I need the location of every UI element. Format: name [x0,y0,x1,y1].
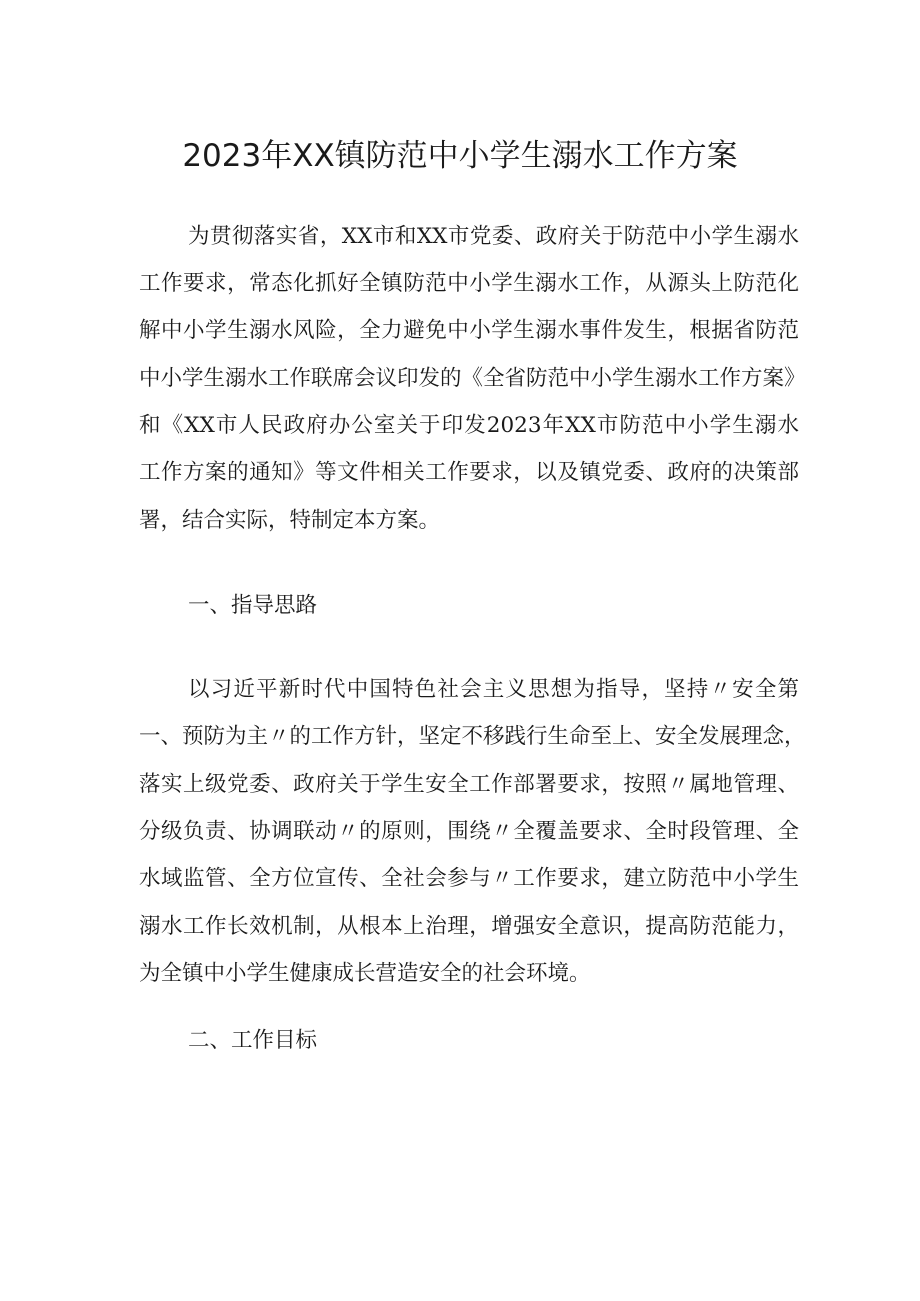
intro-line: 中小学生溺水工作联席会议印发的《全省防范中小学生溺水工作方案》 [139,366,806,391]
intro-line: 解中小学生溺水风险，全力避免中小学生溺水事件发生，根据省防范 [139,318,799,343]
section1-line: 为全镇中小学生健康成长营造安全的社会环境。 [139,961,591,986]
section1-line: 水域监管、全方位宣传、全社会参与〃工作要求，建立防范中小学生 [139,866,799,891]
section1-line: 以习近平新时代中国特色社会主义思想为指导，坚持〃安全第 [188,677,799,702]
document-title: 2023年XX镇防范中小学生溺水工作方案 [182,138,738,174]
section1-line: 一、预防为主〃的工作方针，坚定不移践行生命至上、安全发展理念， [139,724,806,749]
intro-line: 工作要求，常态化抓好全镇防范中小学生溺水工作，从源头上防范化 [139,271,799,296]
section1-line: 溺水工作长效机制，从根本上治理，增强安全意识，提高防范能力， [139,914,799,939]
intro-line: 署，结合实际，特制定本方案。 [139,508,441,533]
section-heading-guiding-idea: 一、指导思路 [188,593,318,618]
intro-line: 为贯彻落实省，XX市和XX市党委、政府关于防范中小学生溺水 [188,224,799,249]
intro-line: 工作方案的通知》等文件相关工作要求，以及镇党委、政府的决策部 [139,460,799,485]
intro-line: 和《XX市人民政府办公室关于印发2023年XX市防范中小学生溺水 [139,413,799,438]
section1-line: 分级负责、协调联动〃的原则，围绕〃全覆盖要求、全时段管理、全 [139,819,799,844]
section1-line: 落实上级党委、政府关于学生安全工作部署要求，按照〃属地管理、 [139,772,799,797]
section-heading-work-goals: 二、工作目标 [188,1028,318,1053]
